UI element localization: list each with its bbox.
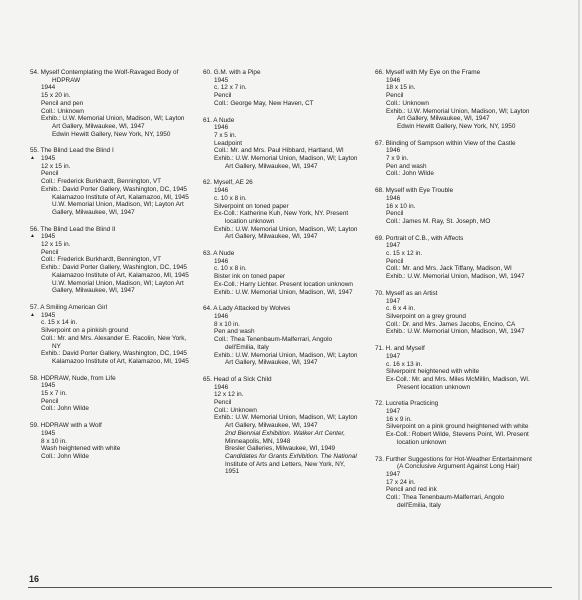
- entry-detail: 1945: [41, 311, 56, 319]
- entry-detail: Coll.: Thea Tenenbaum-Malferrari, Angolo: [386, 494, 505, 502]
- entry-detail: c. 10 x 8 in.: [214, 194, 247, 202]
- entry-detail: Coll.: John Wilde: [41, 405, 89, 413]
- entry-detail: 1947: [386, 242, 401, 250]
- entry-detail: Edwin Hewitt Gallery, New York, NY, 1950: [397, 122, 516, 130]
- entry-detail: 15 x 20 in.: [41, 92, 71, 100]
- entry-title: 61. A Nude: [203, 116, 235, 124]
- exhibition-marker-icon: ▲: [30, 311, 35, 318]
- catalogue-entry: [203, 376, 375, 476]
- entry-detail: 1946: [214, 187, 229, 195]
- entry-detail: Gallery, Milwaukee, WI, 1947: [52, 287, 135, 295]
- entry-title: 59. HDPRAW with a Wolf: [30, 422, 102, 430]
- entry-detail: Coll.: Unknown: [386, 99, 429, 107]
- entry-detail: 1951: [225, 468, 240, 476]
- entry-detail: 15 x 7 in.: [41, 390, 67, 398]
- entry-detail: 8 x 10 in.: [41, 437, 67, 445]
- catalogue-column-1: [30, 69, 202, 470]
- entry-detail: 1947: [386, 297, 401, 305]
- entry-detail: Present location unknown: [397, 383, 471, 391]
- entry-detail: Kalamazoo Institute of Art, Kalamazoo, MI, 1945: [52, 357, 189, 365]
- entry-detail: Kalamazoo Institute of Art, Kalamazoo, MI, 1945: [52, 193, 189, 201]
- entry-detail: Exhib.: David Porter Gallery, Washington, DC, 1945: [41, 185, 187, 193]
- entry-detail: 12 x 15 in.: [41, 162, 71, 170]
- entry-detail: c. 15 x 14 in.: [41, 319, 78, 327]
- entry-detail: c. 6 x 4 in.: [386, 305, 416, 313]
- entry-detail: 16 x 9 in.: [386, 415, 412, 423]
- entry-detail: Exhib.: David Porter Gallery, Washington, DC, 1945: [41, 264, 187, 272]
- catalogue-entry: [375, 140, 555, 179]
- entry-detail: Art Gallery, Milwaukee, WI, 1947: [225, 359, 318, 367]
- catalogue-entry: [30, 226, 202, 295]
- entry-detail: Ex-Coll.: Katherine Kuh, New York, NY. Present: [214, 210, 349, 218]
- entry-detail: Exhib.: U.W. Memorial Union, Madison, WI; Layton: [41, 115, 185, 123]
- entry-detail: Silverpoint on toned paper: [214, 202, 289, 210]
- catalogue-entry: [375, 345, 555, 391]
- entry-detail: Coll.: Mr. and Mrs. Paul Hibbard, Hartland, WI: [214, 147, 344, 155]
- exhibition-marker-icon: ▲: [30, 155, 35, 162]
- entry-detail: Minneapolis, MN, 1948: [225, 437, 291, 445]
- entry-detail: 1946: [386, 194, 401, 202]
- catalogue-entry: [375, 456, 555, 510]
- entry-detail: Coll.: George May, New Haven, CT: [214, 99, 314, 107]
- entry-detail: Exhib.: U.W. Memorial Union, Madison, WI, 1947: [386, 273, 525, 281]
- entry-detail: Coll.: Thea Tenenbaum-Malferrari, Angolo: [214, 336, 333, 344]
- entry-detail: Kalamazoo Institute of Art, Kalamazoo, MI, 1945: [52, 271, 189, 279]
- entry-detail: U.W. Memorial Union, Madison, WI; Layton Art: [52, 279, 184, 287]
- entry-detail: Exhib.: David Porter Gallery, Washington, DC, 1945: [41, 350, 187, 358]
- catalogue-entry: [30, 375, 202, 414]
- entry-detail: c. 12 x 7 in.: [214, 84, 247, 92]
- catalogue-entry: [203, 117, 375, 171]
- entry-detail: Pen and wash: [214, 328, 255, 336]
- entry-detail: location unknown: [397, 438, 447, 446]
- entry-title: 70. Myself as an Artist: [375, 289, 438, 297]
- catalogue-entry: [375, 400, 555, 446]
- entry-detail: 1945: [41, 155, 56, 163]
- entry-detail: Bresler Galleries, Milwaukee, WI, 1949: [225, 445, 336, 453]
- entry-detail: Ex-Coll.: Mr. and Mrs. Miles McMillin, Madison, WI.: [386, 375, 530, 383]
- entry-detail: location unknown: [225, 217, 275, 225]
- entry-detail: Silverpoint heightened with white: [386, 368, 480, 376]
- entry-detail: 16 x 10 in.: [386, 202, 416, 210]
- entry-title: 64. A Lady Attacked by Wolves: [203, 305, 291, 313]
- entry-detail: Pencil: [41, 248, 59, 256]
- entry-detail: Art Gallery, Milwaukee, WI, 1947: [225, 162, 318, 170]
- entry-title: 62. Myself, AE 26: [203, 179, 253, 187]
- entry-title: 54. Myself Contemplating the Wolf-Ravaged Body of: [30, 69, 179, 76]
- entry-title: 67. Blinding of Sampson within View of the Castle: [375, 139, 516, 147]
- entry-detail: 12 x 15 in.: [41, 241, 71, 249]
- entry-detail: Silverpoint on a pink ground heightened with white: [386, 423, 529, 431]
- entry-detail: c. 15 x 12 in.: [386, 250, 423, 258]
- entry-detail: Art Gallery, Milwaukee, WI, 1947: [225, 233, 318, 241]
- catalogue-column-2: [203, 69, 375, 485]
- entry-detail: Gallery, Milwaukee, WI, 1947: [52, 208, 135, 216]
- entry-detail: Institute of Arts and Letters, New York, NY,: [225, 460, 345, 468]
- entry-title: 69. Portrait of C.B., with Affects: [375, 234, 464, 242]
- entry-detail: Ex-Coll.: Robert Wilde, Stevens Point, WI. Present: [386, 431, 529, 439]
- catalogue-entry: [30, 422, 202, 461]
- catalogue-entry: [375, 235, 555, 281]
- entry-detail: Edwin Hewitt Gallery, New York, NY, 1950: [52, 130, 171, 138]
- entry-detail: Bister ink on toned paper: [214, 273, 286, 281]
- entry-detail: Pencil and red ink: [386, 486, 437, 494]
- entry-title: 55. The Blind Lead the Blind I: [30, 147, 114, 155]
- entry-detail: Wash heightened with white: [41, 445, 121, 453]
- entry-detail: Art Gallery, Milwaukee, WI, 1947: [397, 115, 490, 123]
- entry-detail: 18 x 15 in.: [386, 84, 416, 92]
- entry-detail: 1947: [386, 352, 401, 360]
- entry-detail: Silverpoint on a grey ground: [386, 312, 466, 320]
- entry-detail: 1946: [214, 383, 229, 391]
- entry-detail: 1945: [214, 76, 229, 84]
- catalogue-entry: [30, 69, 202, 138]
- entry-detail: Exhib.: U.W. Memorial Union, Madison, WI, 1947: [386, 328, 525, 336]
- entry-detail: Coll.: Dr. and Mrs. James Jacobs, Encino, CA: [386, 320, 516, 328]
- entry-detail: 7 x 5 in.: [214, 131, 237, 139]
- entry-title: 73. Further Suggestions for Hot-Weather Entertainment: [375, 455, 532, 463]
- catalogue-entry: [30, 304, 202, 366]
- entry-detail: 1945: [41, 233, 56, 241]
- entry-detail: Pencil: [386, 210, 404, 218]
- entry-detail: Candidates for Grants Exhibition. The National: [225, 452, 357, 460]
- entry-detail: c. 16 x 13 in.: [386, 360, 423, 368]
- entry-detail: 1946: [214, 124, 229, 132]
- entry-detail: c. 10 x 8 in.: [214, 265, 247, 273]
- entry-detail: Art Gallery, Milwaukee, WI, 1947: [52, 122, 145, 130]
- entry-title: 63. A Nude: [203, 250, 235, 258]
- entry-detail: Exhib.: U.W. Memorial Union, Madison, WI, 1947: [214, 288, 353, 296]
- entry-detail: dell'Emilia, Italy: [225, 343, 269, 351]
- entry-title: 72. Lucretia Practicing: [375, 400, 439, 408]
- entry-detail: Exhib.: U.W. Memorial Union, Madison, WI; Layton: [214, 414, 358, 422]
- entry-detail: 1945: [41, 382, 56, 390]
- entry-detail: 1946: [214, 257, 229, 265]
- entry-detail: 7 x 9 in.: [386, 155, 409, 163]
- entry-title: 65. Head of a Sick Child: [203, 375, 272, 383]
- entry-detail: Coll.: John Wilde: [386, 170, 434, 178]
- entry-detail: 1946: [386, 147, 401, 155]
- entry-title: 60. G.M. with a Pipe: [203, 69, 261, 76]
- entry-title: 66. Myself with My Eye on the Frame: [375, 69, 481, 76]
- entry-detail: 1947: [386, 470, 401, 478]
- entry-detail: 1945: [41, 429, 56, 437]
- catalogue-entry: [375, 187, 555, 226]
- entry-detail: Coll.: Frederick Burkhardt, Bennington, VT: [41, 178, 162, 186]
- entry-detail: Coll.: Mr. and Mrs. Alexander E. Racolin, New York,: [41, 334, 187, 342]
- entry-detail: 1947: [386, 408, 401, 416]
- entry-detail: Leadpoint: [214, 139, 243, 147]
- entry-detail: Art Gallery, Milwaukee, WI, 1947: [225, 422, 318, 430]
- entry-detail: 1944: [41, 84, 56, 92]
- entry-detail: NY: [52, 342, 61, 350]
- entry-detail: Silverpoint on a pinkish ground: [41, 327, 129, 335]
- entry-detail: Ex-Coll.: Harry Lichter. Present location unknown: [214, 280, 353, 288]
- entry-detail: Coll.: John Wilde: [41, 452, 89, 460]
- catalogue-entry: [203, 179, 375, 241]
- entry-detail: Pencil: [386, 257, 404, 265]
- entry-title: 57. A Smiling American Girl: [30, 303, 108, 311]
- entry-title: 71. H. and Myself: [375, 345, 425, 353]
- entry-title: 68. Myself with Eye Trouble: [375, 187, 454, 195]
- entry-detail: 17 x 24 in.: [386, 478, 416, 486]
- entry-title: 56. The Blind Lead the Blind II: [30, 225, 116, 233]
- catalogue-entry: [203, 250, 375, 296]
- entry-detail: Pen and wash: [386, 162, 427, 170]
- entry-detail: 8 x 10 in.: [214, 320, 240, 328]
- entry-detail: Pencil: [41, 170, 59, 178]
- entry-detail: 1946: [214, 312, 229, 320]
- entry-detail: Exhib.: U.W. Memorial Union, Madison, WI; Layton: [214, 351, 358, 359]
- entry-detail: 1946: [386, 76, 401, 84]
- catalogue-column-3: [375, 69, 555, 518]
- catalogue-entry: [203, 305, 375, 367]
- entry-detail: dell'Emilia, Italy: [397, 501, 441, 509]
- entry-title: 58. HDPRAW, Nude, from Life: [30, 374, 116, 382]
- catalogue-entry: [375, 69, 555, 131]
- entry-detail: Coll.: James M. Ray, St. Joseph, MO: [386, 217, 491, 225]
- catalogue-entry: [203, 69, 375, 108]
- entry-detail: Pencil and pen: [41, 99, 84, 107]
- entry-detail: Pencil: [386, 92, 404, 100]
- entry-detail: Pencil: [214, 399, 232, 407]
- exhibition-marker-icon: ▲: [30, 233, 35, 240]
- entry-detail: Coll.: Unknown: [214, 406, 257, 414]
- entry-detail: Coll.: Unknown: [41, 107, 84, 115]
- entry-detail: Pencil: [214, 92, 232, 100]
- entry-detail: Coll.: Mr. and Mrs. Jack Tiffany, Madison, WI: [386, 265, 512, 273]
- entry-detail: Exhib.: U.W. Memorial Union, Madison, WI; Layton: [214, 155, 358, 163]
- entry-detail: Exhib.: U.W. Memorial Union, Madison, WI; Layton: [386, 107, 530, 115]
- entry-detail: (A Conclusive Argument Against Long Hair): [397, 463, 520, 471]
- entry-detail: HDPRAW: [52, 76, 81, 84]
- catalogue-entry: [375, 290, 555, 336]
- footer-rule: [28, 587, 552, 588]
- entry-detail: 2nd Biennial Exhibition. Walker Art Center,: [225, 429, 346, 437]
- entry-detail: Pencil: [41, 397, 59, 405]
- catalogue-entry: [30, 147, 202, 216]
- page-edge: [578, 0, 580, 600]
- entry-detail: Exhib.: U.W. Memorial Union, Madison, WI; Layton: [214, 225, 358, 233]
- page-number: 16: [29, 574, 40, 584]
- entry-detail: U.W. Memorial Union, Madison, WI; Layton Art: [52, 201, 184, 209]
- entry-detail: 12 x 12 in.: [214, 391, 244, 399]
- entry-detail: Coll.: Frederick Burkhardt, Bennington, VT: [41, 256, 162, 264]
